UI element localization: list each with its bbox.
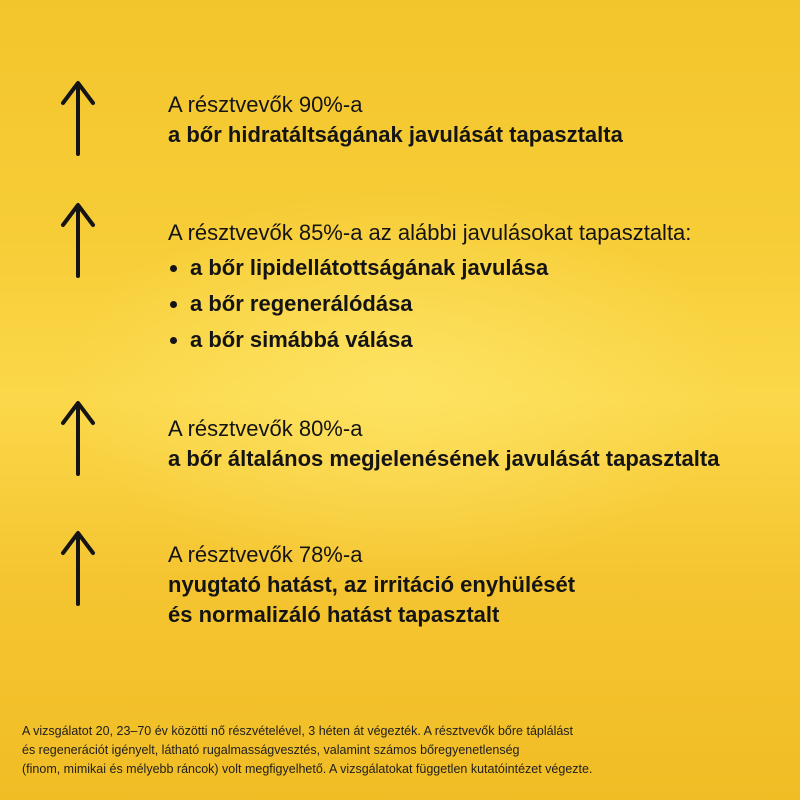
footnote-line: és regenerációt igényelt, látható rugalmasságvesztés, valamint számos bőregyenetlenség <box>22 743 520 757</box>
stat-intro: A résztvevők 90%-a <box>168 92 363 117</box>
footnote-line: A vizsgálatot 20, 23–70 év közötti nő részvételével, 3 héten át végezték. A résztvevők bőre táplálást <box>22 724 574 738</box>
stat-detail: nyugtató hatást, az irritáció enyhülését <box>168 572 576 597</box>
stat-detail: a bőr hidratáltságának javulását tapasztalta <box>168 122 623 147</box>
study-footnote <box>22 722 782 779</box>
benefit-list-item: a bőr lipidellátottságának javulása <box>168 250 778 286</box>
benefit-list-item: a bőr regenerálódása <box>168 286 778 322</box>
arrow-up-icon <box>58 528 98 608</box>
stat-intro: A résztvevők 78%-a <box>168 542 363 567</box>
benefit-list-item: a bőr simábbá válása <box>168 322 778 358</box>
stat-intro: A résztvevők 80%-a <box>168 416 363 441</box>
bullet-icon <box>170 265 177 272</box>
stat-intro: A résztvevők 85%-a az alábbi javulásokat tapasztalta: <box>168 220 692 245</box>
benefit-list <box>168 250 778 358</box>
arrow-up-icon <box>58 398 98 478</box>
bullet-icon <box>170 337 177 344</box>
stat-detail: és normalizáló hatást tapasztalt <box>168 602 500 627</box>
arrow-up-icon <box>58 200 98 280</box>
bullet-icon <box>170 301 177 308</box>
stat-detail: a bőr általános megjelenésének javulását tapasztalta <box>168 446 720 471</box>
footnote-line: (finom, mimikai és mélyebb ráncok) volt megfigyelhető. A vizsgálatokat független kutatóintézet végezte. <box>22 762 593 776</box>
arrow-up-icon <box>58 78 98 158</box>
